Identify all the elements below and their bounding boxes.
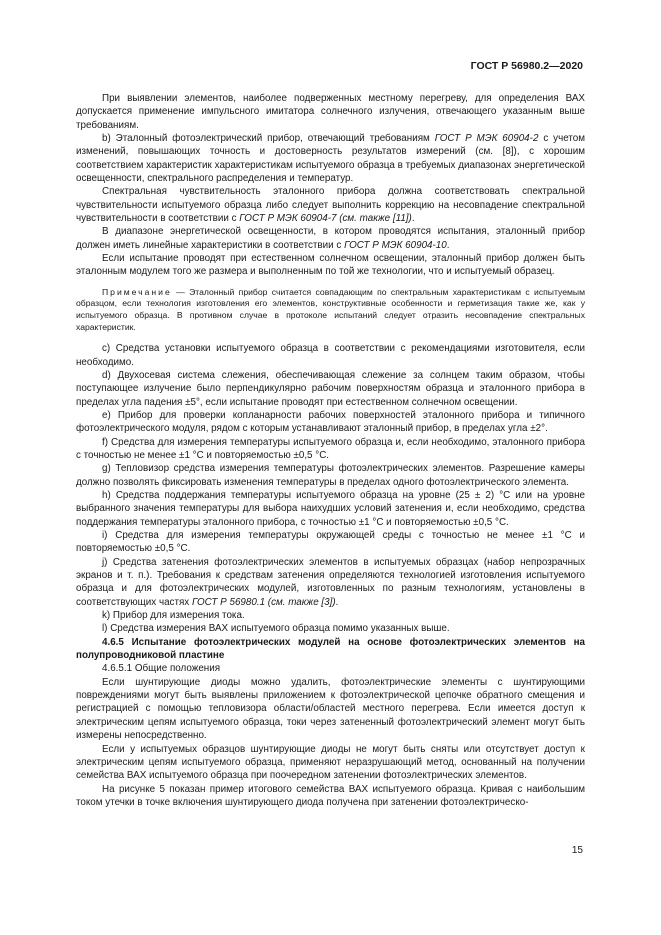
list-item-k: k) Прибор для измерения тока. — [102, 610, 245, 622]
subsection-heading: 4.6.5.1 Общие положения — [102, 663, 221, 675]
list-item-g: g) Тепловизор средства измерения температуры фотоэлектрических элементов. Разрешение камеры должно позволять фиксировать изменения температуры в пределах одного фотоэлектрического элемента. — [76, 463, 585, 488]
standard-reference: ГОСТ Р МЭК 60904-10 — [344, 239, 447, 251]
page-number: 15 — [571, 845, 583, 856]
standard-reference: ГОСТ Р 56980.1 (см. также [3]) — [191, 596, 336, 608]
note — [76, 287, 585, 333]
list-item-h: h) Средства поддержания температуры испытуемого образца на уровне (25 ± 2) °С или на уровне выбранного значения температуры для выбора наихудших условий затенения и, если необходимо, средства поддержания температуры эталонного прибора, с точностью ±1 °С и повторяемостью ±0,5 °С. — [76, 489, 585, 528]
list-item-e: e) Прибор для проверки копланарности рабочих поверхностей эталонного прибора и типичного фотоэлектрического модуля, рядом с которым устанавливают эталонный прибор, в пределах угла ±2°. — [76, 409, 585, 435]
paragraph: Если испытание проводят при естественном солнечном освещении, эталонный прибор должен быть эталонным модулем того же размера и выполненным по той же технологии, что и испытуемый образец. — [76, 253, 585, 278]
paragraph: При выявлении элементов, наиболее подверженных местному перегреву, для определения ВАХ допускается применение импульсного имитатора солнечного излучения, отвечающего указанным выше требованиям. — [76, 93, 585, 131]
list-item-c: c) Средства установки испытуемого образца в соответствии с рекомендациями изготовителя, если необходимо. — [76, 343, 585, 368]
paragraph: На рисунке 5 показан пример итогового семейства ВАХ испытуемого образца. Кривая с наибольшим током утечки в точке включения шунтирующего диода получена при затенении фотоэлектрическо- — [76, 783, 585, 808]
paragraph-item-b: b) Эталонный фотоэлектрический прибор, отвечающий требованиям ГОСТ Р МЭК 60904-2 с учетом изменений, повышающих точность и достоверность результатов измерений (см. [8]), с хорошим соответствием характеристик характеристикам испытуемого образца в требуемых диапазонах энергетической освещенности, спектрального распределения и температур. — [76, 133, 585, 185]
standard-reference: ГОСТ Р МЭК 60904-2 — [434, 133, 539, 145]
paragraph: Если у испытуемых образцов шунтирующие диоды не могут быть сняты или отсутствует доступ к электрическим цепям испытуемого образца, применяют неразрушающий метод, основанный на получении семейства ВАХ испытуемого образца при поочередном затенении фотоэлектрических элементов. — [76, 743, 585, 782]
note-text: — Эталонный прибор считается совпадающим по спектральным характеристикам с испытуемым образцом, если технология изготовления его элементов, конструктивные особенности и герметизация такие же, как у испытуемого образца. В противном случае в протоколе испытаний следует отразить несовпадение спектральных характеристик. — [76, 286, 585, 332]
section-heading: 4.6.5 Испытание фотоэлектрических модулей на основе фотоэлектрических элементов на полупроводниковой пластине — [76, 636, 585, 662]
paragraph: В диапазоне энергетической освещенности, в котором проводятся испытания, эталонный прибор должен иметь линейные характеристики в соответствии с ГОСТ Р МЭК 60904-10. — [76, 226, 585, 251]
list-item-d: d) Двухосевая система слежения, обеспечивающая слежение за солнцем таким образом, чтобы поступающее излучение было перпендикулярно рабочим поверхностям образца и эталонного прибора в пределах угла падения ±5°, если испытание проводят при естественном солнечном освещении. — [76, 369, 585, 408]
list-item-l: l) Средства измерения ВАХ испытуемого образца помимо указанных выше. — [102, 623, 450, 635]
list-item-j: j) Средства затенения фотоэлектрических элементов в испытуемых образцах (набор непрозрачных экранов и т. п.). Требования к средствам затенения определяются технологией изготовления испытуемого образца и для фотоэлектрических модулей, изготовленных по разным технологиям, установлены в соответствующих частях ГОСТ Р 56980.1 (см. также [3]). — [76, 556, 585, 608]
paragraph: Спектральная чувствительность эталонного прибора должна соответствовать спектральной чувствительности испытуемого образца либо следует выполнить коррекцию на несовпадение спектральной чувствительности в соответствии с ГОСТ Р МЭК 60904-7 (см. также [11]). — [76, 186, 585, 225]
list-item-i: i) Средства для измерения температуры окружающей среды с точностью не менее ±1 °С и повторяемостью ±0,5 °С. — [76, 530, 585, 555]
paragraph: Если шунтирующие диоды можно удалить, фотоэлектрические элементы с шунтирующими повреждениями могут быть выявлены приложением к фотоэлектрической цепочке обратного смещения и регистрацией с помощью тепловизора области/областей местного перегрева. Если имеется доступ к электрическим цепям испытуемого образца, токи через затененный фотоэлектрический элемент могут быть измерены непосредственно. — [76, 676, 585, 742]
list-item-f: f) Средства для измерения температуры испытуемого образца и, если необходимо, эталонного прибора с точностью не менее ±1 °С и повторяемостью ±0,5 °С. — [76, 436, 585, 461]
document-header: ГОСТ Р 56980.2—2020 — [470, 60, 583, 72]
note-label: Примечание — [102, 286, 172, 297]
document-body — [76, 92, 585, 809]
standard-reference: ГОСТ Р МЭК 60904-7 (см. также [11]) — [239, 213, 412, 225]
